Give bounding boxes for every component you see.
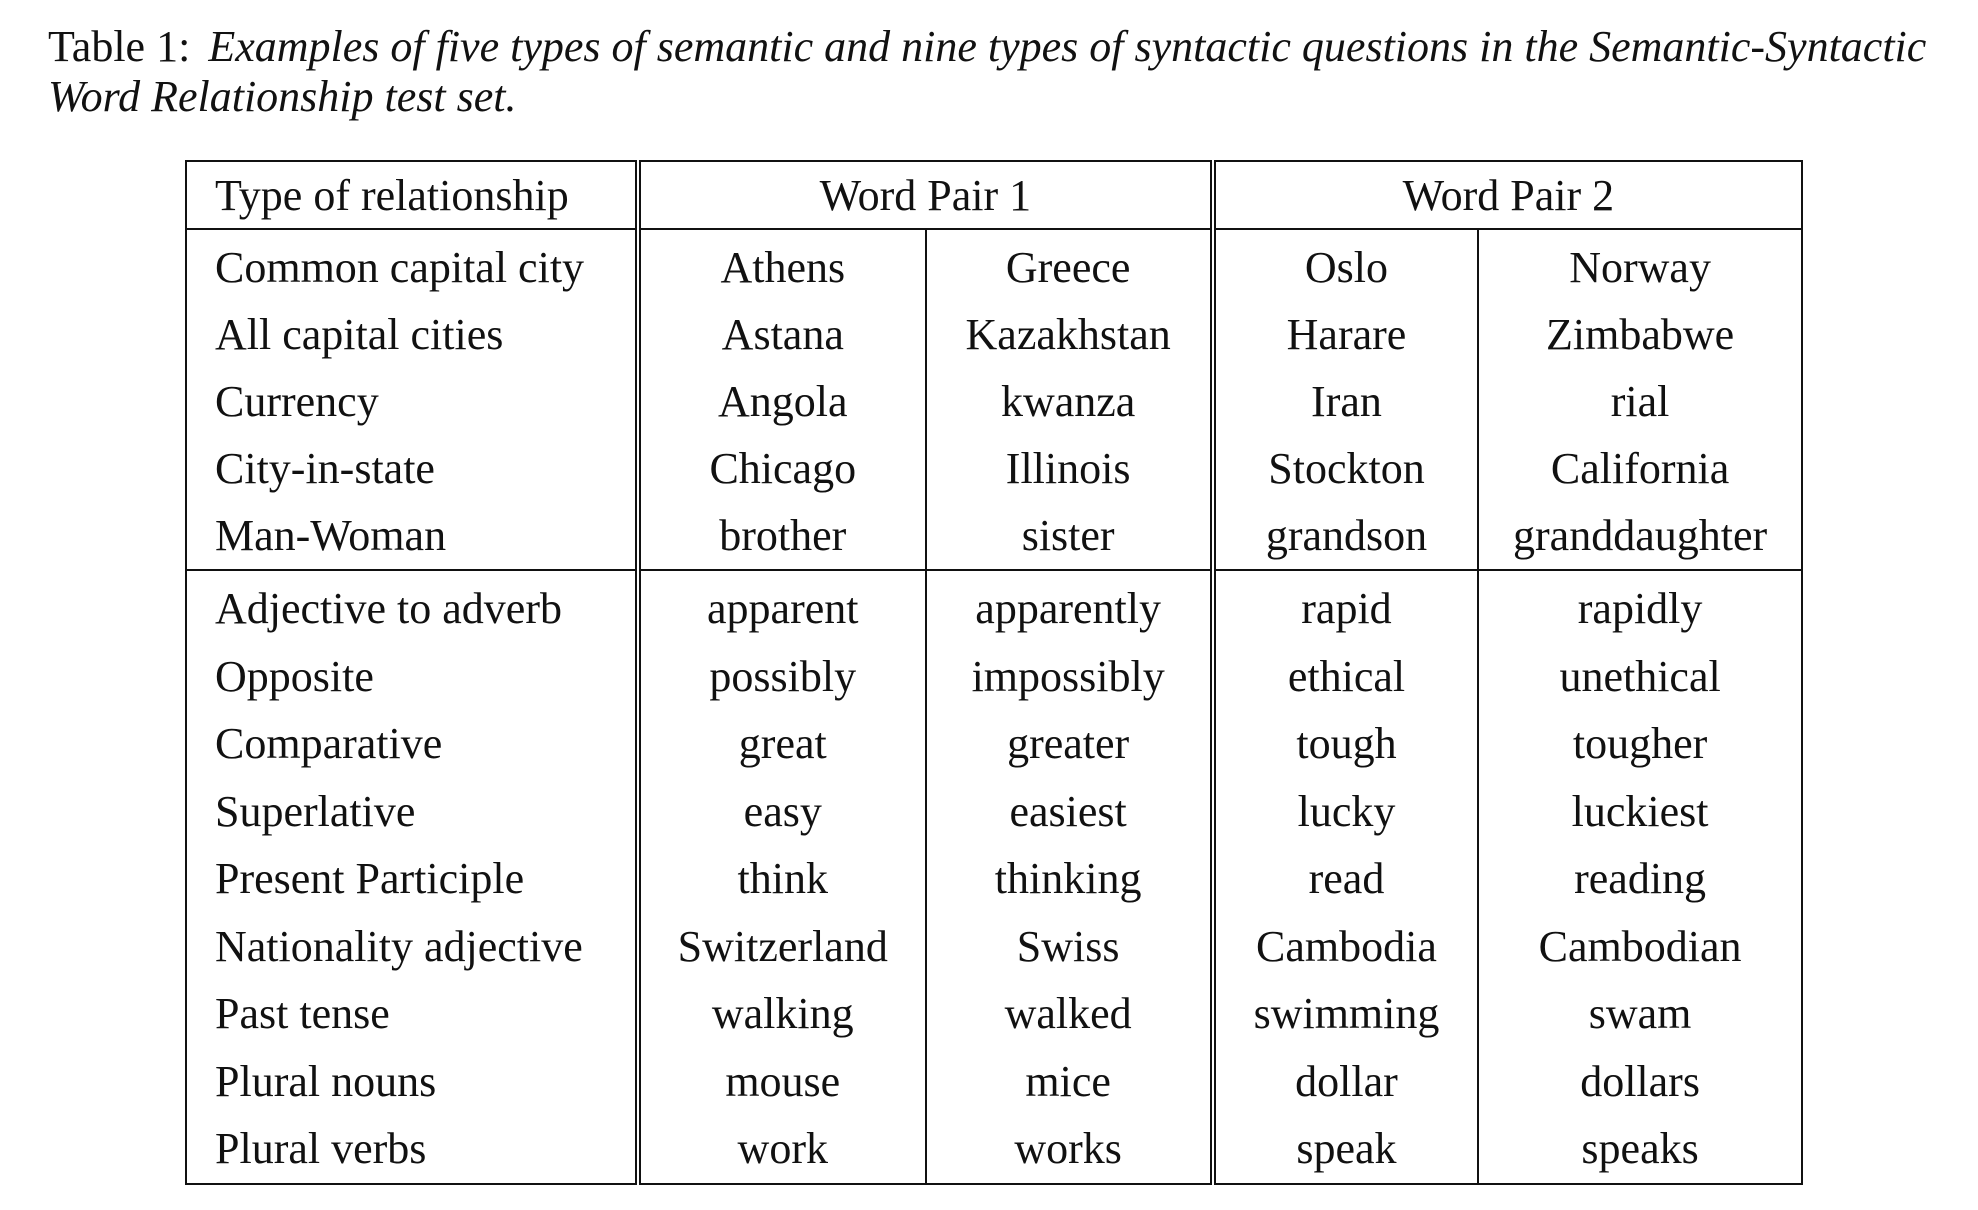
word-relationship-table	[185, 160, 1803, 1185]
relationship-type-cell: Common capital city	[186, 229, 638, 301]
word-pair-2-second-cell: unethical	[1559, 651, 1721, 701]
table-row	[186, 502, 1802, 570]
word-pair-1-first-cell: Chicago	[638, 435, 926, 502]
word-pair-1-first-cell: mouse	[638, 1048, 926, 1116]
word-pair-1-second-cell: works	[926, 1115, 1213, 1184]
word-pair-2-first-cell: ethical	[1213, 643, 1478, 711]
relationship-type-cell: Plural verbs	[186, 1115, 638, 1184]
relationship-type-cell: Comparative	[186, 710, 638, 778]
table-row	[186, 1115, 1802, 1184]
word-pair-2-first-cell: lucky	[1213, 778, 1478, 846]
word-pair-2-second-cell: rial	[1610, 377, 1670, 426]
word-pair-2-second-cell: luckiest	[1571, 786, 1709, 836]
table-header-row	[186, 161, 1802, 229]
relationship-type-cell: Opposite	[186, 643, 638, 711]
word-pair-2-first-cell: Harare	[1213, 301, 1478, 368]
word-pair-1-first-cell: brother	[638, 502, 926, 570]
relationship-type-cell: City-in-state	[186, 435, 638, 502]
word-pair-1-second-cell: kwanza	[926, 368, 1213, 435]
word-pair-2-first-cell: Oslo	[1213, 229, 1478, 301]
word-pair-1-first-cell: Athens	[638, 229, 926, 301]
word-pair-1-second-cell: walked	[926, 980, 1213, 1048]
word-pair-2-first-cell: rapid	[1213, 570, 1478, 643]
table-row	[186, 643, 1802, 711]
word-pair-2-second-cell: Norway	[1569, 243, 1711, 292]
syntactic-section	[186, 570, 1802, 1184]
table-row	[186, 229, 1802, 301]
word-pair-2-second-cell: Cambodian	[1538, 921, 1742, 971]
word-pair-1-second-cell: Swiss	[926, 913, 1213, 981]
word-pair-1-second-cell: mice	[926, 1048, 1213, 1116]
word-pair-2-second-cell: rapidly	[1478, 570, 1802, 643]
word-pair-2-second-cell: dollars	[1580, 1056, 1700, 1106]
word-pair-1-second-cell: Illinois	[926, 435, 1213, 502]
relationship-type-cell: Currency	[186, 368, 638, 435]
word-pair-2-second-cell: swam	[1588, 989, 1692, 1039]
word-pair-1-second-cell: thinking	[926, 845, 1213, 913]
table-row	[186, 570, 1802, 643]
word-pair-2-second-cell: California	[1550, 444, 1730, 493]
relationship-type-cell: Past tense	[186, 980, 638, 1048]
table-row	[186, 710, 1802, 778]
table-row	[186, 1048, 1802, 1116]
relationship-type-cell: Superlative	[186, 778, 638, 846]
relationship-type-cell: All capital cities	[186, 301, 638, 368]
word-pair-2-first-cell: grandson	[1213, 502, 1478, 570]
word-pair-1-second-cell: sister	[926, 502, 1213, 570]
word-pair-1-first-cell: Astana	[638, 301, 926, 368]
word-pair-1-first-cell: think	[638, 845, 926, 913]
relationship-type-cell: Adjective to adverb	[186, 570, 638, 643]
word-pair-1-first-cell: apparent	[638, 570, 926, 643]
word-pair-1-first-cell: possibly	[638, 643, 926, 711]
word-pair-2-first-cell: Iran	[1213, 368, 1478, 435]
caption-text: Examples of five types of semantic and nine types of syntactic questions in the Semantic-Syntactic Word Relationship test set.	[48, 22, 1927, 121]
word-pair-1-second-cell: impossibly	[926, 643, 1213, 711]
header-word-pair-1: Word Pair 1	[638, 161, 1213, 229]
table-row	[186, 845, 1802, 913]
word-pair-1-second-cell: Greece	[926, 229, 1213, 301]
table-row	[186, 368, 1802, 435]
word-pair-2-first-cell: Cambodia	[1213, 913, 1478, 981]
word-pair-2-first-cell: speak	[1213, 1115, 1478, 1184]
word-pair-2-second-cell: tougher	[1572, 719, 1708, 769]
word-pair-1-first-cell: walking	[638, 980, 926, 1048]
header-type: Type of relationship	[186, 161, 638, 229]
word-pair-1-second-cell: Kazakhstan	[926, 301, 1213, 368]
word-pair-2-first-cell: swimming	[1213, 980, 1478, 1048]
word-pair-2-first-cell: dollar	[1213, 1048, 1478, 1116]
relationship-type-cell: Plural nouns	[186, 1048, 638, 1116]
word-pair-1-second-cell: greater	[926, 710, 1213, 778]
word-pair-2-second-cell: speaks	[1581, 1124, 1699, 1174]
table-row	[186, 778, 1802, 846]
table-row	[186, 435, 1802, 502]
table-caption	[48, 22, 1928, 122]
word-pair-2-first-cell: read	[1213, 845, 1478, 913]
header-word-pair-2: Word Pair 2	[1213, 161, 1802, 229]
word-pair-2-first-cell: tough	[1213, 710, 1478, 778]
word-pair-1-first-cell: work	[638, 1115, 926, 1184]
table-row	[186, 980, 1802, 1048]
relationship-type-cell: Nationality adjective	[186, 913, 638, 981]
word-pair-1-first-cell: Angola	[638, 368, 926, 435]
relationship-type-cell: Present Participle	[186, 845, 638, 913]
table-row	[186, 913, 1802, 981]
relationship-type-cell: Man-Woman	[186, 502, 638, 570]
word-pair-1-first-cell: great	[638, 710, 926, 778]
word-pair-2-second-cell: granddaughter	[1513, 511, 1768, 560]
word-pair-2-first-cell: Stockton	[1213, 435, 1478, 502]
word-pair-1-second-cell: easiest	[926, 778, 1213, 846]
word-pair-2-second-cell: Zimbabwe	[1546, 310, 1735, 359]
word-pair-1-second-cell: apparently	[926, 570, 1213, 643]
caption-label: Table 1:	[48, 22, 191, 71]
word-pair-1-first-cell: Switzerland	[638, 913, 926, 981]
word-pair-1-first-cell: easy	[638, 778, 926, 846]
word-pair-2-second-cell: reading	[1574, 854, 1707, 904]
semantic-section	[186, 229, 1802, 570]
table-row	[186, 301, 1802, 368]
